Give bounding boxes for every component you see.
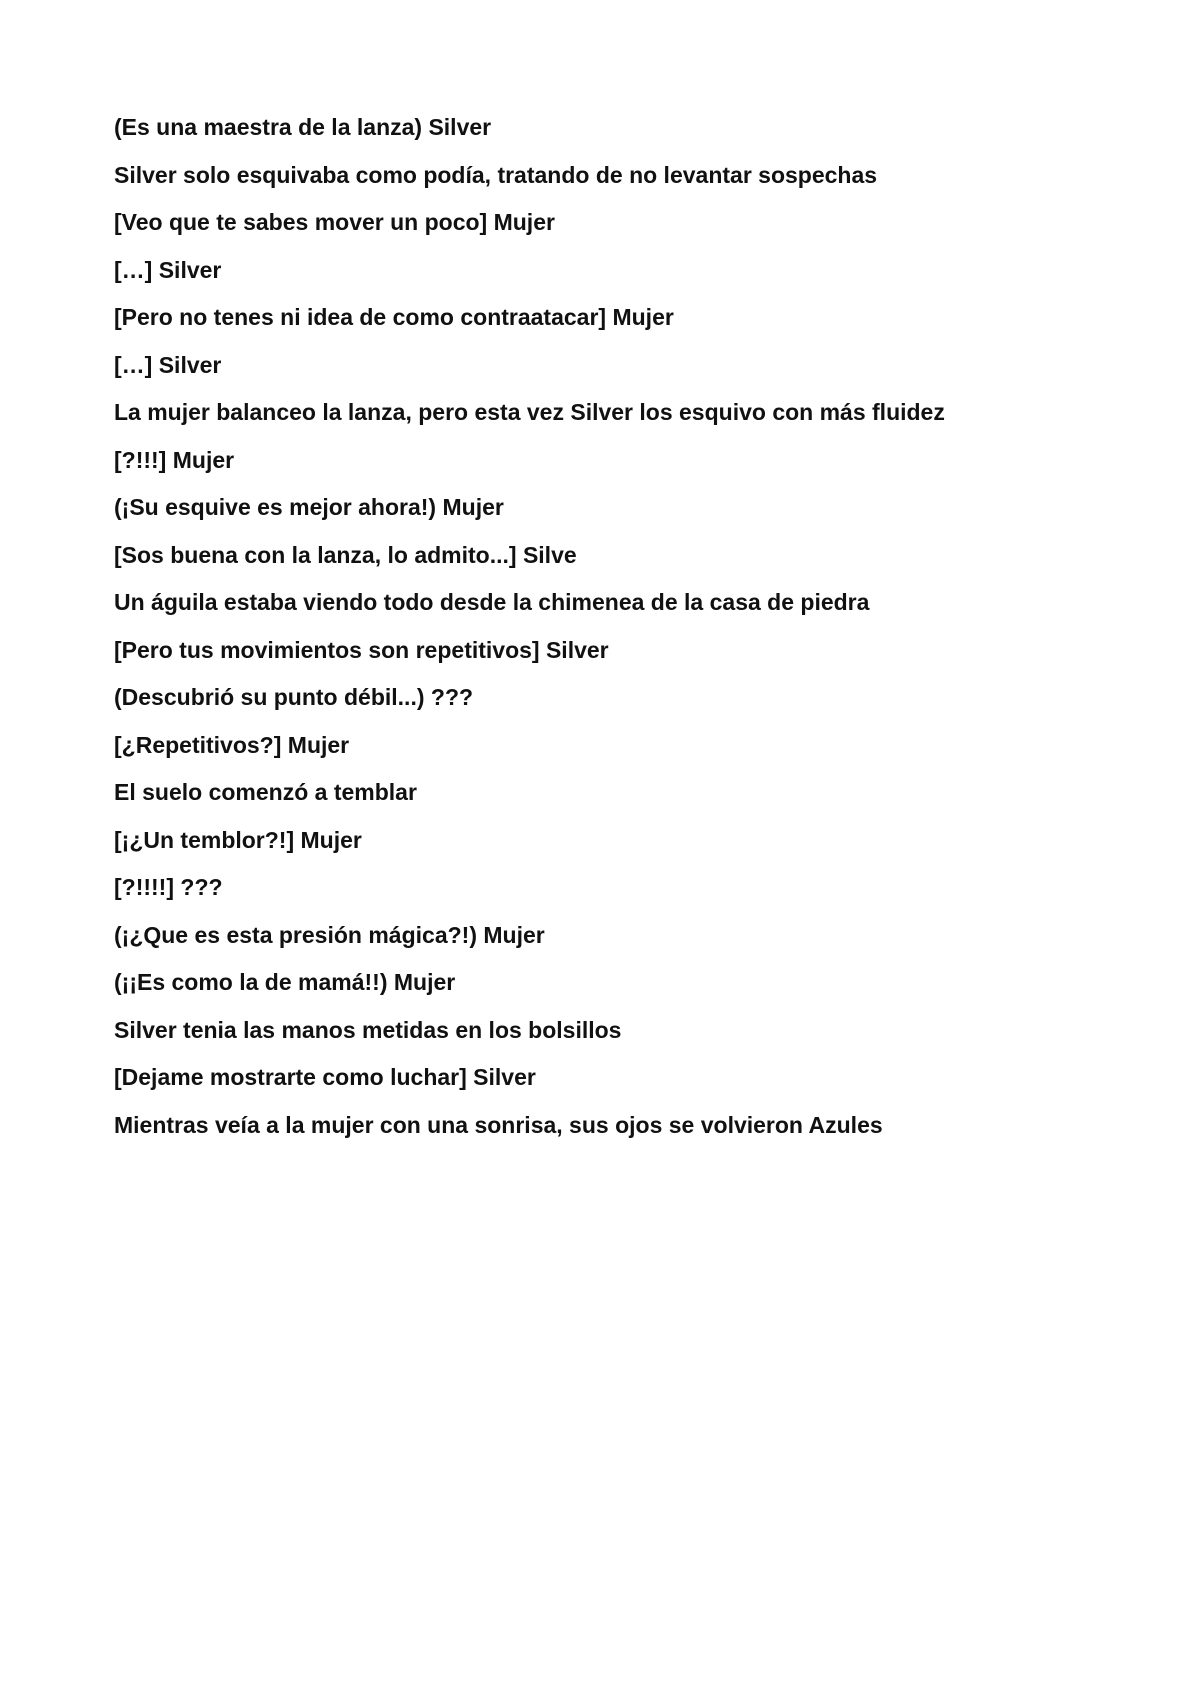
text-line: [¿Repetitivos?] Mujer (114, 731, 350, 758)
text-line: […] Silver (114, 351, 222, 378)
text-line: […] Silver (114, 256, 222, 283)
text-line: Silver solo esquivaba como podía, tratando de no levantar sospechas (114, 161, 878, 188)
text-line: [¡¿Un temblor?!] Mujer (114, 826, 362, 853)
text-line: (Es una maestra de la lanza) Silver (114, 114, 492, 140)
text-line: (¡Su esquive es mejor ahora!) Mujer (114, 494, 504, 520)
text-line: [Veo que te sabes mover un poco] Mujer (114, 209, 555, 235)
text-line: Mientras veía a la mujer con una sonrisa, sus ojos se volvieron Azules (114, 1111, 883, 1138)
story-text (114, 112, 1114, 1157)
text-line: La mujer balanceo la lanza, pero esta vez Silver los esquivo con más fluidez (114, 399, 945, 425)
text-line: (¡¿Que es esta presión mágica?!) Mujer (114, 921, 545, 948)
text-line: [?!!!] Mujer (114, 446, 235, 473)
text-line: [Pero no tenes ni idea de como contraatacar] Mujer (114, 304, 674, 330)
text-line: Silver tenia las manos metidas en los bolsillos (114, 1016, 622, 1043)
text-line: [?!!!!] ??? (114, 874, 223, 900)
text-line: Un águila estaba viendo todo desde la chimenea de la casa de piedra (114, 589, 870, 615)
text-line: El suelo comenzó a temblar (114, 779, 417, 805)
text-line: [Pero tus movimientos son repetitivos] Silver (114, 636, 609, 663)
text-line: [Sos buena con la lanza, lo admito...] Silve (114, 541, 577, 568)
text-line: (Descubrió su punto débil...) ??? (114, 684, 474, 710)
text-line: (¡¡Es como la de mamá!!) Mujer (114, 969, 456, 995)
text-line: [Dejame mostrarte como luchar] Silver (114, 1064, 536, 1090)
